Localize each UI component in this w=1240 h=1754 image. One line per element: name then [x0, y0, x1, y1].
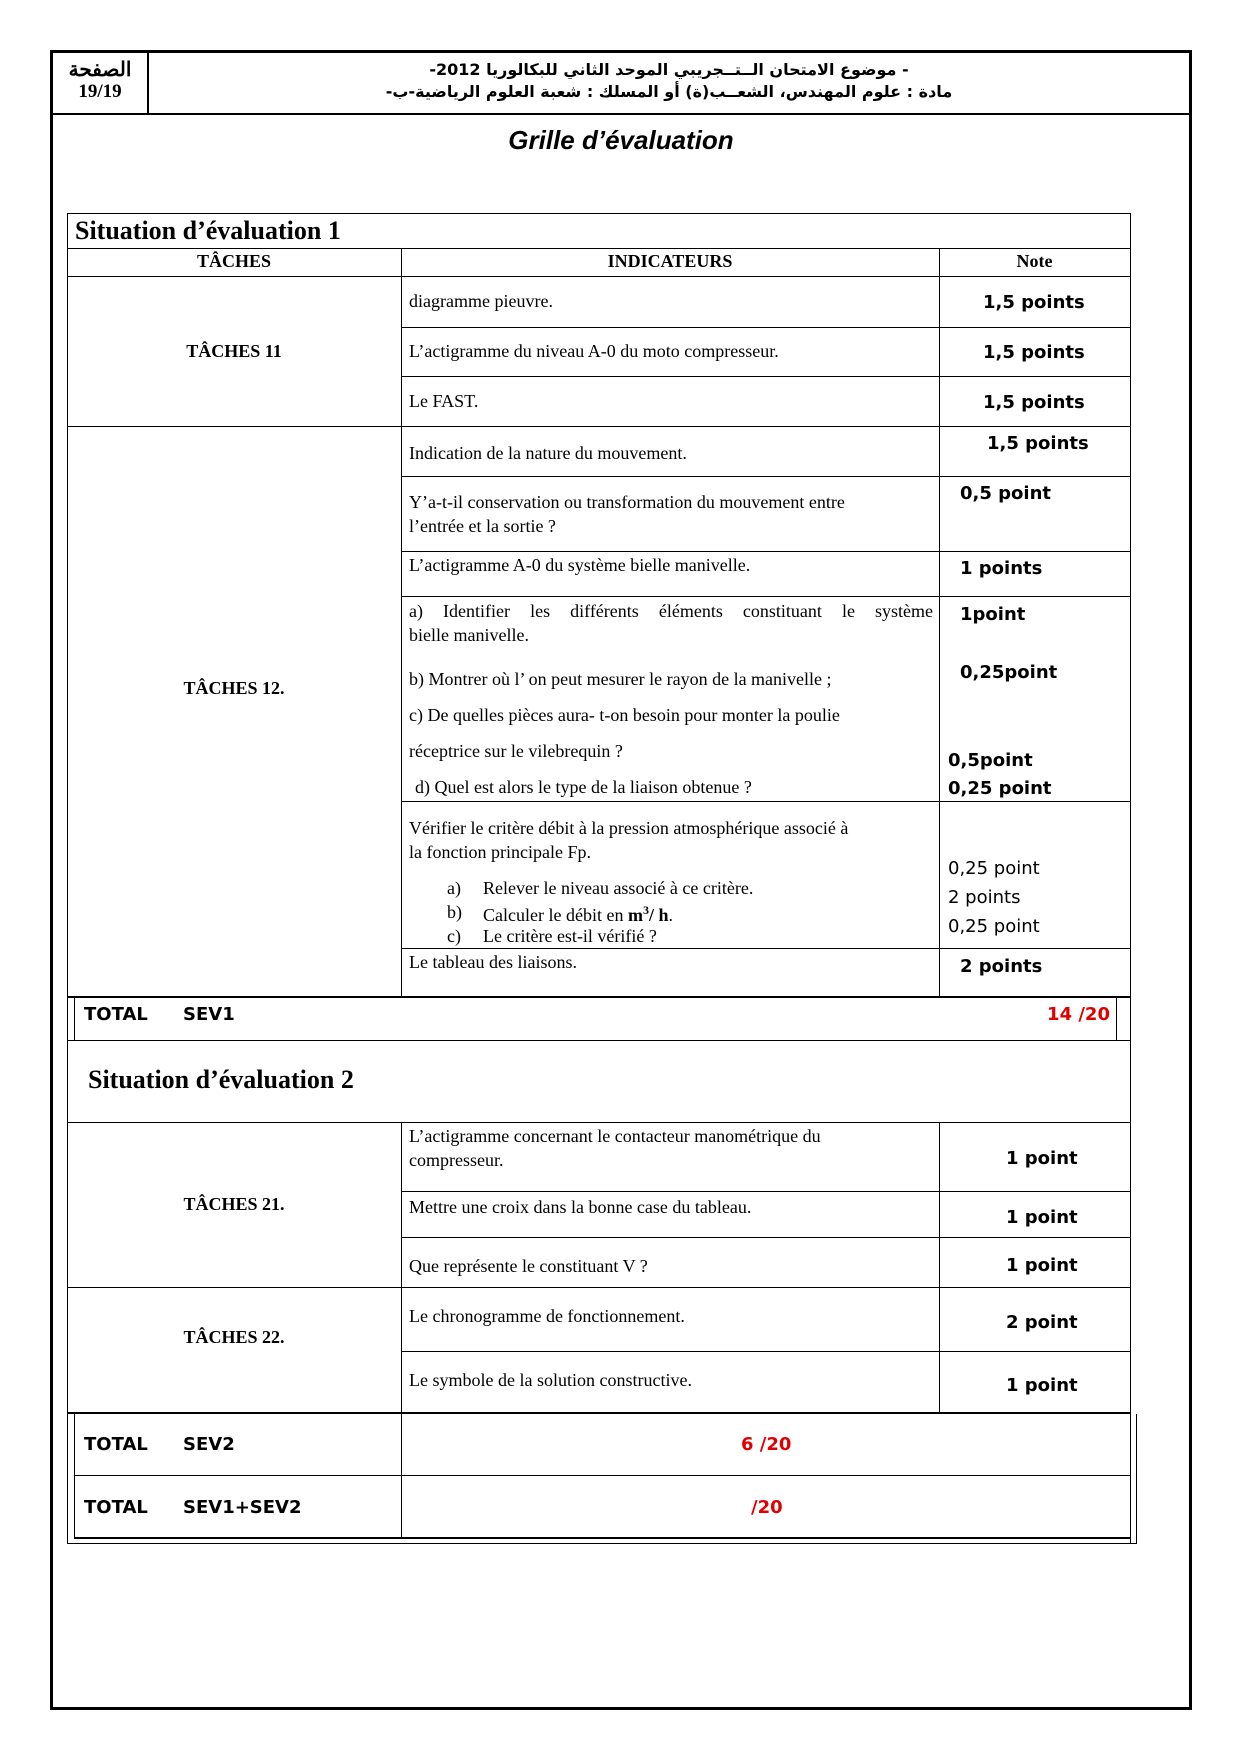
- note-value: 2 point: [1006, 1312, 1078, 1333]
- indicator-text: L’actigramme A-0 du système bielle manivelle.: [409, 555, 751, 575]
- page-number-box: [53, 53, 149, 113]
- note-value: 1 point: [1006, 1375, 1078, 1396]
- note-value: 1,5 points: [983, 342, 1085, 363]
- list-marker: b): [447, 902, 462, 922]
- sev2-heading: Situation d’évaluation 2: [88, 1065, 354, 1094]
- page-number: 19/19: [78, 81, 122, 102]
- note-value: 0,5point: [948, 750, 1033, 771]
- column-header-note: Note: [1016, 251, 1053, 271]
- note-value: 1,5 points: [983, 392, 1085, 413]
- exam-info: [149, 53, 1189, 113]
- total-sev1-value: 14 /20: [1047, 1004, 1110, 1025]
- total-label: TOTAL: [84, 1004, 148, 1025]
- grand-total-code: SEV1+SEV2: [183, 1497, 302, 1518]
- indicator-text: Vérifier le critère débit à la pression atmosphérique associé à: [409, 818, 849, 838]
- note-value: 0,25 point: [948, 858, 1040, 879]
- note-value: 2 points: [948, 887, 1021, 908]
- note-value: 2 points: [960, 956, 1043, 977]
- task-12-label: TÂCHES 12.: [183, 678, 285, 698]
- exam-subject-line: مادة : علوم المهندس، الشعــب(ة) أو المسلك : شعبة العلوم الرياضية-ب-: [385, 82, 953, 101]
- indicator-text: bielle manivelle.: [409, 625, 529, 645]
- note-value: 1 point: [1006, 1255, 1078, 1276]
- note-value: 0,25 point: [948, 916, 1040, 937]
- indicator-text: compresseur.: [409, 1150, 504, 1170]
- indicator-text: b) Montrer où l’ on peut mesurer le rayon de la manivelle ;: [409, 669, 832, 689]
- note-value: 0,25point: [960, 662, 1058, 683]
- total-label: TOTAL: [84, 1434, 148, 1455]
- indicator-text: diagramme pieuvre.: [409, 291, 553, 311]
- task-22-label: TÂCHES 22.: [183, 1327, 285, 1347]
- total-sev2-value: 6 /20: [741, 1434, 792, 1455]
- note-value: 1,5 points: [987, 433, 1089, 454]
- indicator-text: Calculer le débit en $m^3/$ h.: [483, 903, 673, 925]
- task-21-label: TÂCHES 21.: [183, 1194, 285, 1214]
- sev1-heading: Situation d’évaluation 1: [75, 216, 341, 245]
- note-value: 1,5 points: [983, 292, 1085, 313]
- total-code: SEV2: [183, 1434, 235, 1455]
- indicator-text: Le chronogramme de fonctionnement.: [409, 1306, 685, 1326]
- note-value: 1 points: [960, 558, 1043, 579]
- indicator-text: Le symbole de la solution constructive.: [409, 1370, 692, 1390]
- list-marker: c): [447, 926, 461, 946]
- note-value: 0,25 point: [948, 778, 1052, 799]
- column-header-indicateurs: INDICATEURS: [607, 251, 733, 271]
- grand-total-label: TOTAL: [84, 1497, 148, 1518]
- indicator-text: Le critère est-il vérifié ?: [483, 926, 657, 946]
- indicator-text: Le FAST.: [409, 391, 479, 411]
- indicator-text: l’entrée et la sortie ?: [409, 516, 556, 536]
- indicator-text: L’actigramme du niveau A-0 du moto compresseur.: [409, 341, 779, 361]
- indicator-text: Mettre une croix dans la bonne case du tableau.: [409, 1197, 752, 1217]
- indicator-text: réceptrice sur le vilebrequin ?: [409, 741, 623, 761]
- total-code: SEV1: [183, 1004, 235, 1025]
- indicator-text: c) De quelles pièces aura- t-on besoin pour monter la poulie: [409, 705, 840, 725]
- indicator-text: Indication de la nature du mouvement.: [409, 443, 687, 463]
- page-title: Grille d’évaluation: [508, 125, 734, 155]
- indicator-text: Que représente le constituant V ?: [409, 1256, 648, 1276]
- exam-title-line: - موضوع الامتحان الــتــجريبي الموحد الثاني للبكالوريا 2012-: [429, 60, 909, 79]
- grand-total-value: /20: [751, 1497, 783, 1518]
- note-value: 1 point: [1006, 1148, 1078, 1169]
- indicator-text: Y’a-t-il conservation ou transformation du mouvement entre: [409, 492, 845, 512]
- note-value: 1 point: [1006, 1207, 1078, 1228]
- indicator-text: Le tableau des liaisons.: [409, 952, 577, 972]
- list-marker: a): [447, 878, 461, 898]
- task-11-label: TÂCHES 11: [186, 341, 282, 361]
- indicator-text: la fonction principale Fp.: [409, 842, 591, 862]
- indicator-text: a) Identifier les différents éléments constituant le système: [409, 601, 933, 621]
- indicator-text: L’actigramme concernant le contacteur manométrique du: [409, 1126, 821, 1146]
- note-value: 0,5 point: [960, 483, 1051, 504]
- page-label: الصفحة: [68, 59, 132, 81]
- indicator-text: Relever le niveau associé à ce critère.: [483, 878, 754, 898]
- note-value: 1point: [960, 604, 1026, 625]
- indicator-text: d) Quel est alors le type de la liaison obtenue ?: [415, 777, 752, 797]
- exam-header: [53, 53, 1189, 115]
- column-header-taches: TÂCHES: [196, 251, 272, 271]
